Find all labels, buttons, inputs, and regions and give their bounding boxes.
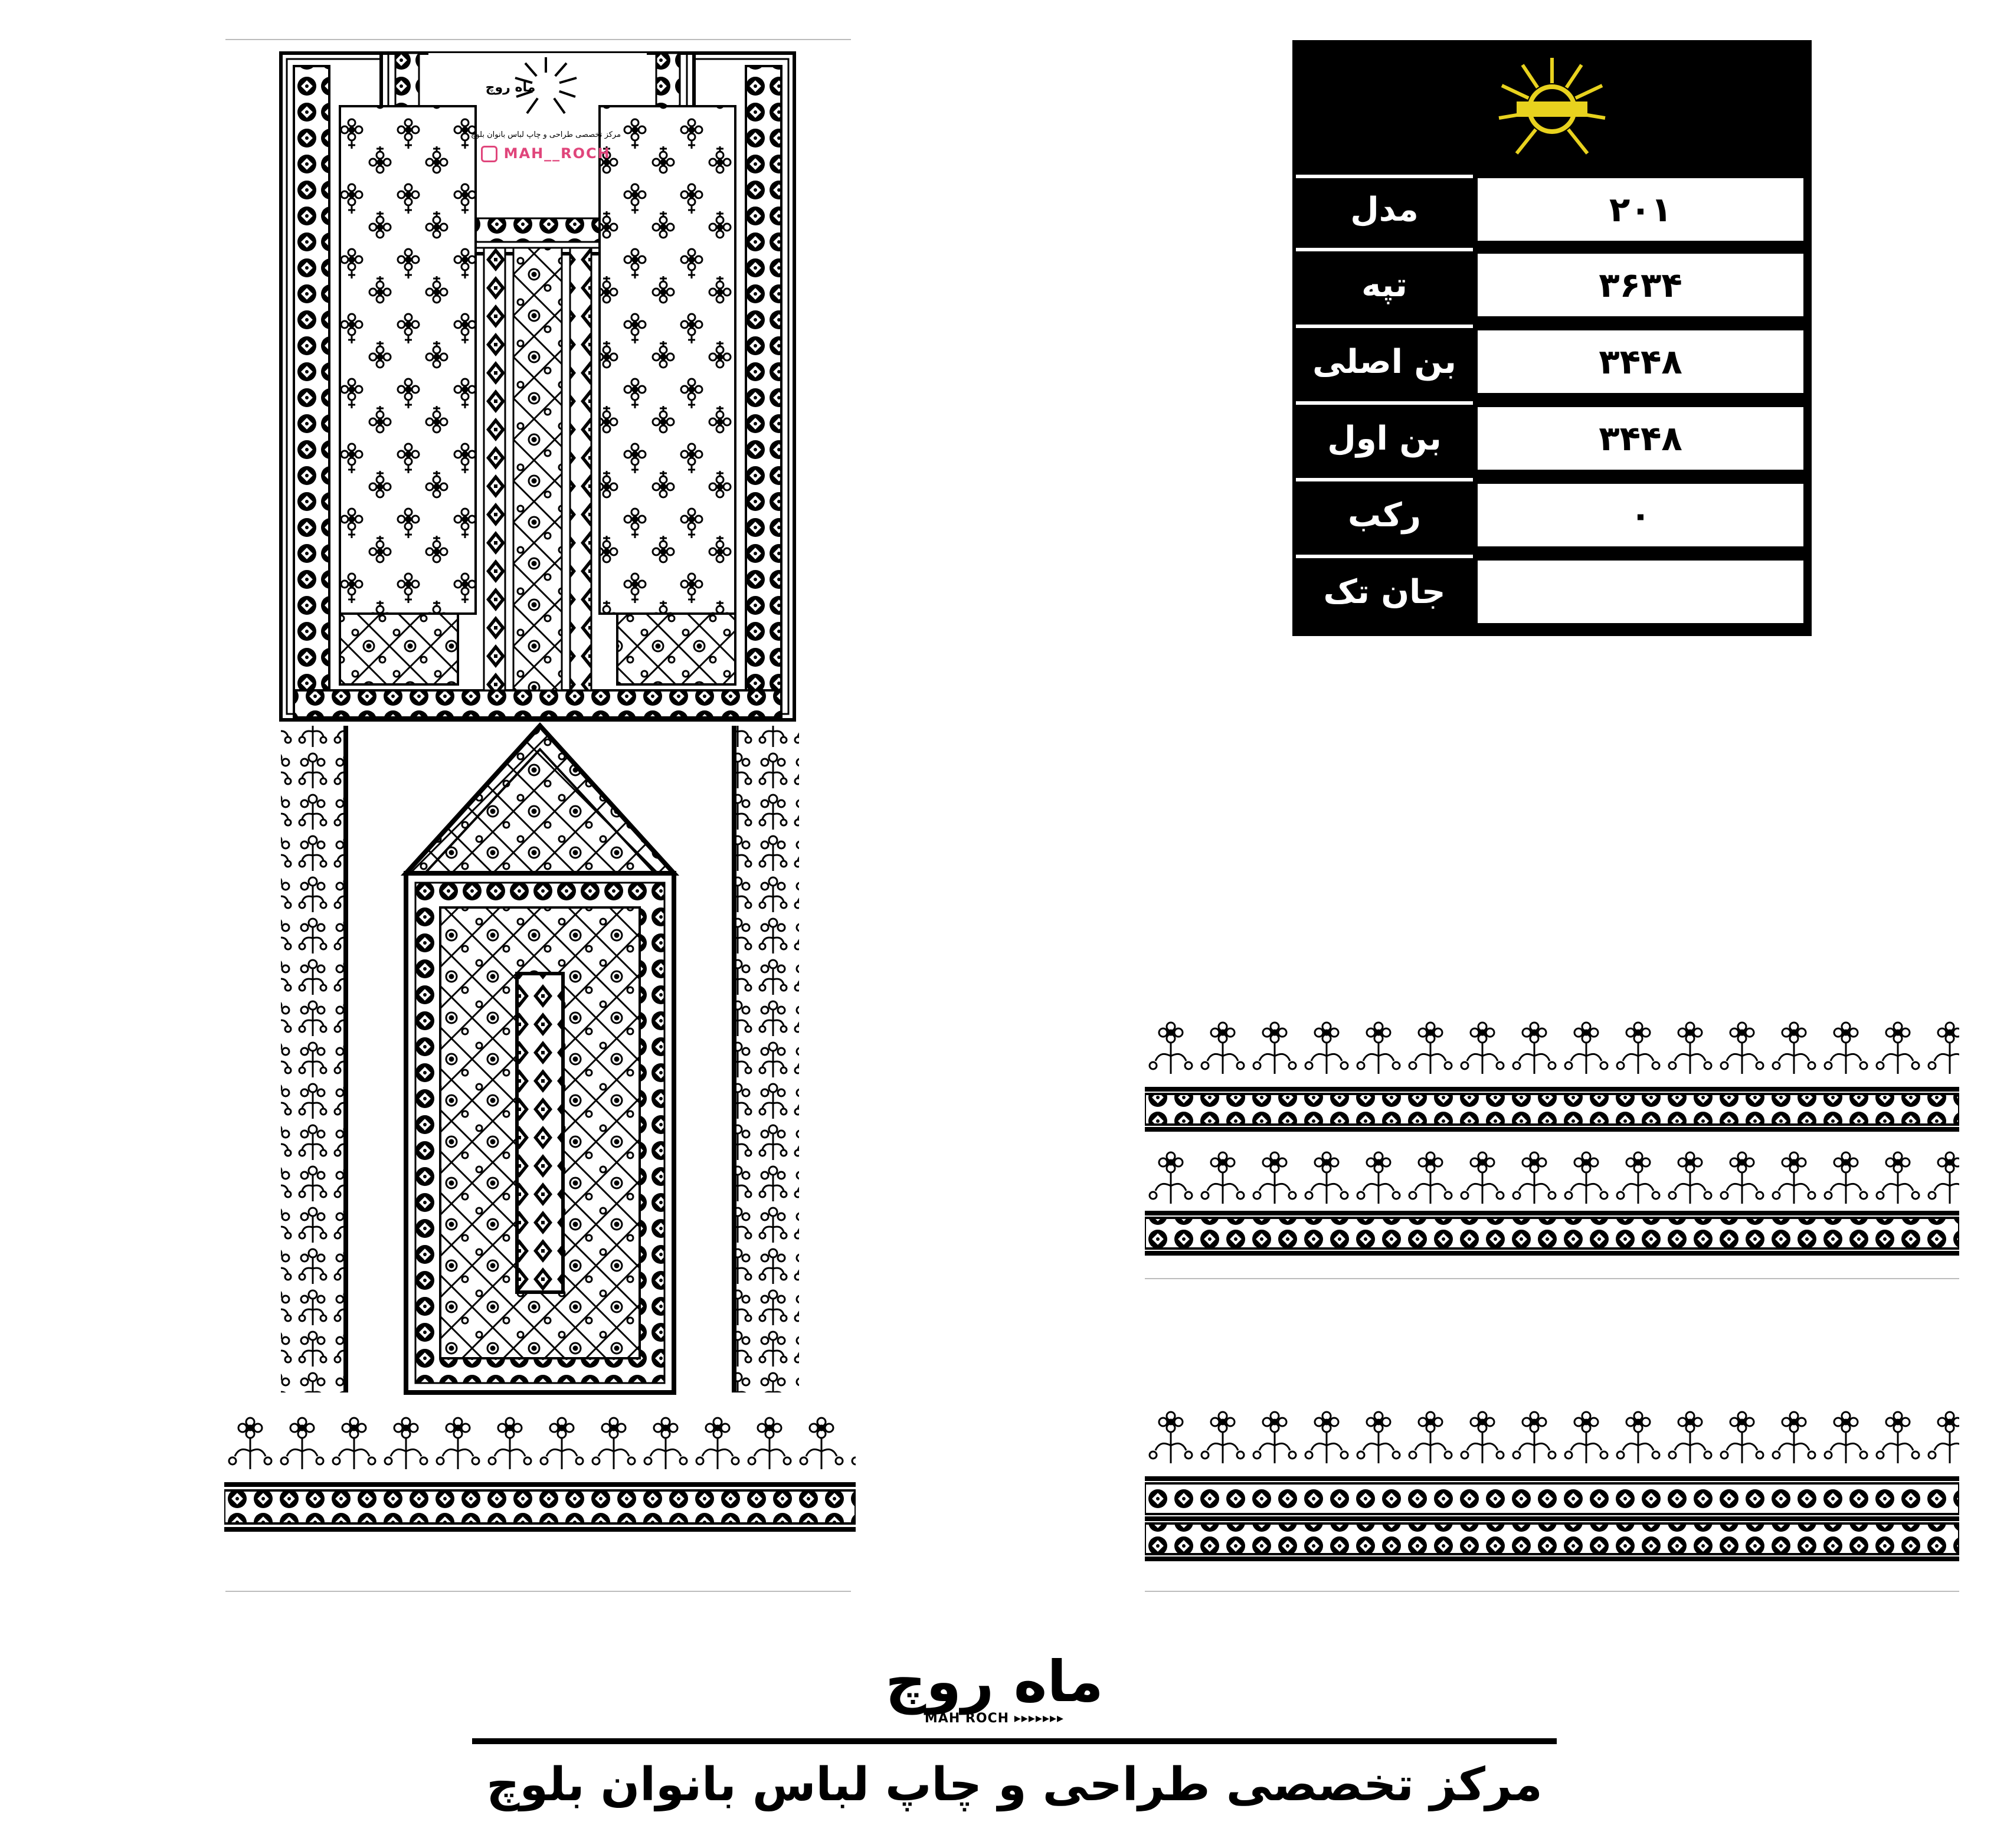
dress-embroidery-design [224, 47, 856, 1534]
footer-brand-name: ماه روچ [885, 1649, 1104, 1715]
spec-value: ۳۶۳۴ [1478, 254, 1803, 316]
spec-row-first-base [1296, 404, 1808, 473]
footer-brand-logo [856, 1649, 1133, 1735]
spec-label: جان تک [1323, 572, 1446, 611]
panel-top-rule [225, 39, 851, 40]
spec-row-model [1296, 175, 1808, 244]
spec-label: بن اول [1327, 419, 1442, 458]
spec-label: تپه [1361, 266, 1407, 304]
spec-label: رکب [1347, 496, 1422, 535]
spec-label: مدل [1350, 190, 1419, 229]
spec-value: ۳۴۴۸ [1478, 330, 1803, 393]
spec-value [1478, 561, 1803, 623]
border-strip-samples [1145, 1015, 1959, 1581]
spec-row-tepe [1296, 250, 1808, 320]
stamp-tagline: مرکز تخصصی طراحی و چاپ لباس بانوان بلوچ [470, 130, 621, 139]
spec-table [1292, 40, 1812, 636]
spec-row-main-base [1296, 327, 1808, 397]
spec-value: ۰ [1478, 484, 1803, 546]
footer-title: مرکز تخصصی طراحی و چاپ لباس بانوان بلوچ [486, 1758, 1543, 1811]
spec-row-cuff [1296, 480, 1808, 550]
spec-value: ۳۴۴۸ [1478, 407, 1803, 470]
spec-value: ۲۰۱ [1478, 178, 1803, 241]
neck-brand-stamp [466, 54, 626, 196]
strip-divider [1145, 1278, 1959, 1279]
sun-logo-icon [1493, 53, 1611, 165]
spec-row-jantak [1296, 557, 1808, 627]
panel-bottom-rule [225, 1591, 851, 1592]
footer-divider [472, 1738, 1557, 1744]
instagram-handle: MAH__ROCH [503, 145, 611, 162]
stamp-brand-name: ماه روچ [485, 80, 536, 95]
footer-brand-latin: MAH ROCH ▸▸▸▸▸▸▸ [924, 1711, 1065, 1726]
spec-label: بن اصلی [1312, 342, 1456, 381]
spec-header-logo [1296, 44, 1808, 175]
stamp-instagram [466, 145, 626, 162]
instagram-icon [481, 146, 497, 162]
strip-bottom-rule [1145, 1591, 1959, 1592]
